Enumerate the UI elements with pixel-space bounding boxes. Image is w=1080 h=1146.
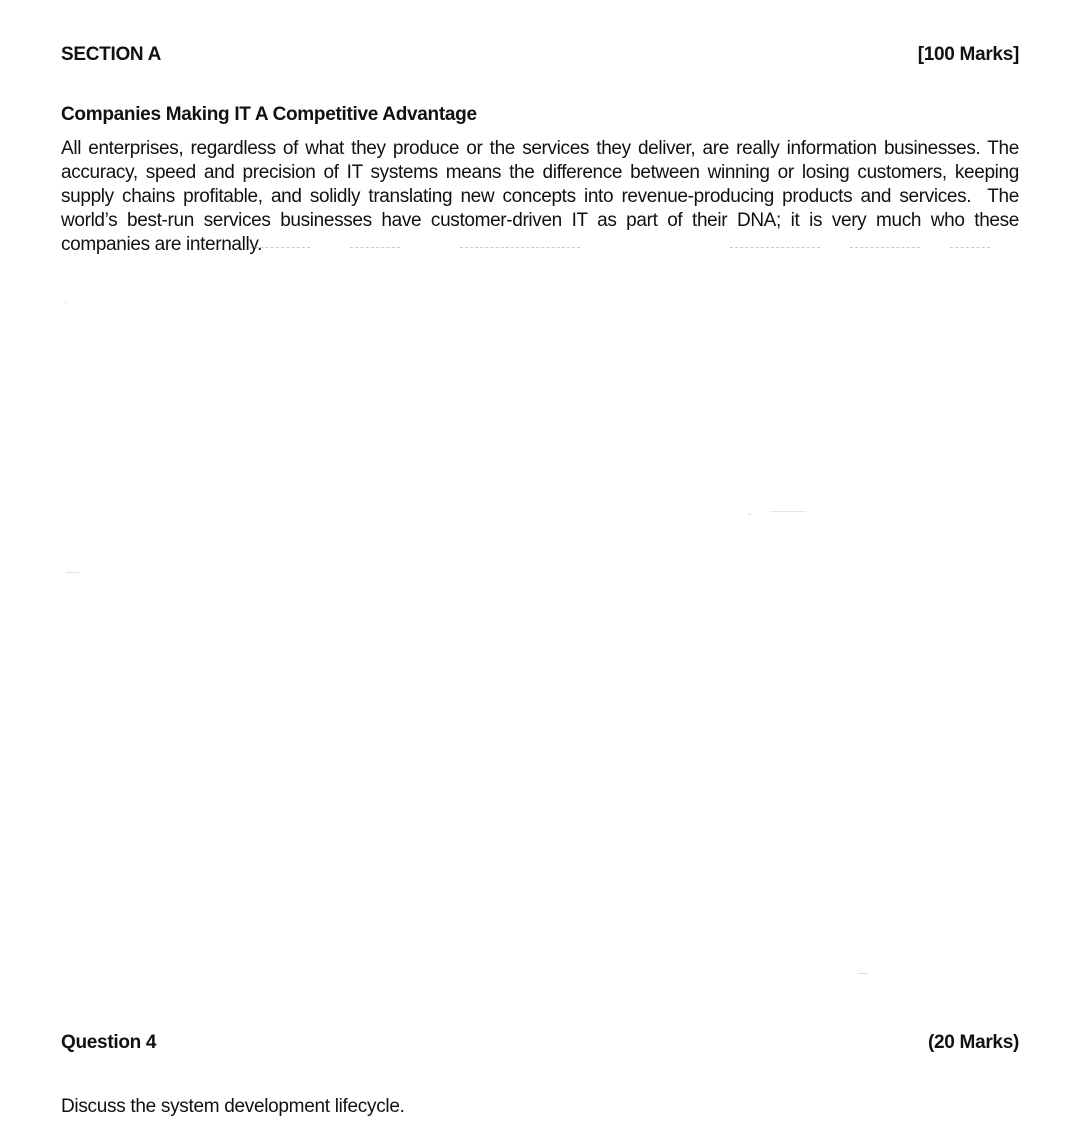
section-marks: [100 Marks] <box>917 44 1019 65</box>
question-title: Question 4 <box>61 1032 157 1053</box>
scan-speck <box>858 973 868 974</box>
question-text: Discuss the system development lifecycle. <box>61 1096 405 1117</box>
section-header <box>61 44 1019 66</box>
question-header <box>61 1032 1019 1054</box>
section-title: SECTION A <box>61 44 162 65</box>
scan-speck <box>748 514 751 515</box>
question-marks: (20 Marks) <box>928 1032 1019 1053</box>
passage-title: Companies Making IT A Competitive Advantage <box>61 104 477 125</box>
scan-speck <box>66 572 80 573</box>
scan-speck <box>770 511 806 512</box>
scan-speck <box>65 302 67 303</box>
passage-body: All enterprises, regardless of what they produce or the services they deliver, are really information businesses. The accuracy, speed and precision of IT systems means the difference between winning or losing customers, keeping supply chains profitable, and solidly translating new concepts into revenue-producing products and services. The world’s best-run services businesses have customer-driven IT as part of their DNA; it is very much who these companies are internally. <box>61 138 1024 255</box>
faint-source-link-artifact <box>250 243 1010 253</box>
